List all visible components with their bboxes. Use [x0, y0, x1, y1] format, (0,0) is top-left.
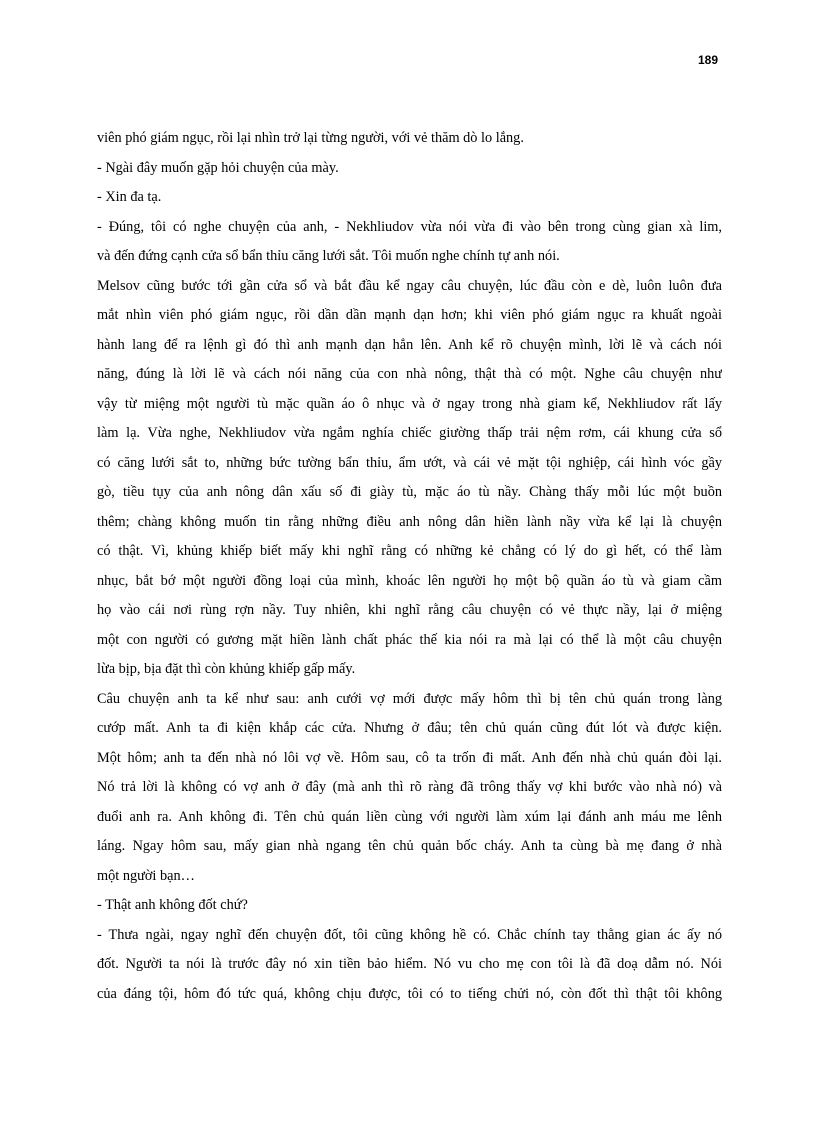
text-line: hành lang để ra lệnh gì đó thì anh mạnh dạn hẳn lên. Anh kể rõ chuyện mình, lời lẽ và cách nói [97, 336, 722, 353]
text-line: Nó trả lời là không có vợ anh ở đây (mà anh thì rõ ràng đã trông thấy vợ khi bước vào nhà nó) và [97, 779, 722, 795]
text-line: của đáng tội, hôm đó tức quá, không chịu được, tôi có to tiếng chửi nó, còn đốt thì thật tôi không [97, 985, 722, 1002]
text-line: một người bạn… [97, 867, 195, 884]
text-line: cướp mất. Anh ta đi kiện khắp các cửa. Nhưng ở đâu; tên chủ quán cũng đút lót và được kiện. [97, 720, 722, 736]
text-line: và đến đứng cạnh cửa sổ bẩn thỉu căng lưới sắt. Tôi muốn nghe chính tự anh nói. [97, 248, 560, 264]
text-line: - Đúng, tôi có nghe chuyện của anh, - Nekhliudov vừa nói vừa đi vào bên trong cùng gian xà lim, [97, 218, 722, 235]
text-line: đốt. Người ta nói là trước đây nó xin tiền bảo hiểm. Nó vu cho mẹ con tôi là đã doạ dẫm nó. Nói [97, 956, 722, 972]
text-line: Một hôm; anh ta đến nhà nó lôi vợ về. Hôm sau, cô ta trốn đi mất. Anh đến nhà chủ quán đòi lại. [97, 749, 722, 766]
text-line: - Xin đa tạ. [97, 189, 162, 205]
body-text [97, 124, 722, 1009]
text-line: đuổi anh ra. Anh không đi. Tên chủ quán liền cùng với người làm xúm lại đánh anh máu me lênh [97, 808, 722, 825]
text-line: thêm; chàng không muốn tin rằng những điều anh nông dân hiền lành nầy vừa kể lại là chuyện [97, 513, 722, 530]
text-line: - Ngài đây muốn gặp hỏi chuyện của mày. [97, 159, 339, 176]
text-line: làm lạ. Vừa nghe, Nekhliudov vừa ngắm nghía chiếc giường thấp trải nệm rơm, cái khung cửa sổ [97, 425, 722, 441]
text-line: có thật. Vì, khủng khiếp biết mấy khi nghĩ rằng có những kẻ chẳng có lý do gì hết, có thể làm [97, 543, 722, 559]
text-line: - Thưa ngài, ngay nghĩ đến chuyện đốt, tôi cũng không hề có. Chắc chính tay thằng gian ác ấy nó [97, 926, 722, 943]
text-line: mắt nhìn viên phó giám ngục, rồi dần dần mạnh dạn hơn; khi viên phó giám ngục ra khuất ngoài [97, 307, 722, 323]
text-line: nhục, bắt bớ một người đồng loại của mình, khoác lên người họ một bộ quần áo tù và giam cầm [97, 572, 722, 589]
text-line: lừa bịp, bịa đặt thì còn khủng khiếp gấp mấy. [97, 661, 356, 677]
text-line: một con người có gương mặt hiền lành chất phác thế kia nói ra mà lại có thể là một câu chuyện [97, 631, 722, 648]
text-line: Câu chuyện anh ta kể như sau: anh cưới vợ mới được mấy hôm thì bị tên chủ quán trong làng [97, 690, 722, 707]
text-line: - Thật anh không đốt chứ? [97, 897, 248, 913]
page-number: 189 [697, 53, 718, 67]
text-line: viên phó giám ngục, rồi lại nhìn trở lại từng người, với vẻ thăm dò lo lắng. [97, 130, 524, 146]
text-line: láng. Ngay hôm sau, mấy gian nhà ngang tên chủ quản bốc cháy. Anh ta cùng bà mẹ đang ở nhà [97, 838, 722, 854]
text-line: vậy từ miệng một người tù mặc quần áo ô nhục và ở ngay trong nhà giam kể, Nekhliudov rất lấy [97, 395, 722, 412]
text-line: gò, tiều tụy của anh nông dân xấu số đi giày tù, mặc áo tù nầy. Chàng thấy mỗi lúc một buồn [97, 484, 722, 500]
text-line: năng, đúng là lời lẽ và cách nói năng của con nhà nông, thật thà có một. Nghe câu chuyện như [97, 366, 722, 382]
text-line: họ vào cái nơi rùng rợn nầy. Tuy nhiên, khi nghĩ rằng câu chuyện có vẻ thực nầy, lại ở miệng [97, 602, 722, 618]
text-line: Melsov cũng bước tới gần cửa sổ và bắt đầu kể ngay câu chuyện, lúc đầu còn e dè, luôn luôn đưa [97, 277, 722, 294]
text-line: có căng lưới sắt to, những bức tường bẩn thỉu, ẩm ướt, và cái vẻ mặt tội nghiệp, cái hình vóc gầy [97, 454, 722, 471]
